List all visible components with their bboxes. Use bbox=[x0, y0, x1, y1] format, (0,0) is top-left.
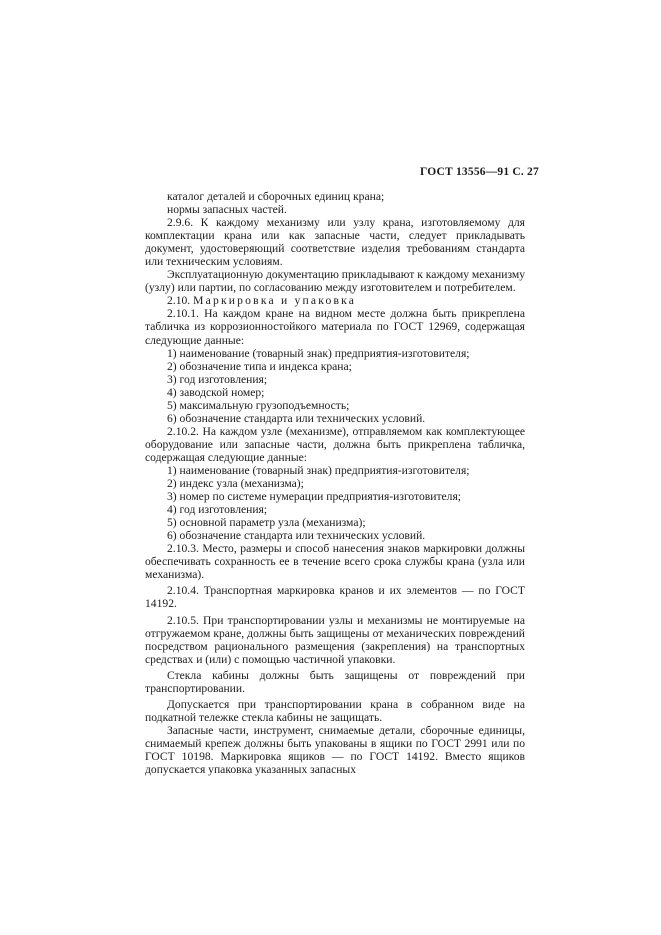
paragraph: 2.10.4. Транспортная маркировка кранов и их элементов — по ГОСТ 14192. bbox=[145, 584, 525, 611]
paragraph: 2.10.3. Место, размеры и способ нанесения знаков маркировки должны обеспечивать сохранность ее в течение всего срока службы крана (узла или механизма). bbox=[145, 542, 525, 582]
list-item: 3) год изготовления; bbox=[167, 372, 268, 386]
list-item: 2) обозначение типа и индекса крана; bbox=[167, 359, 352, 373]
paragraph: Стекла кабины должны быть защищены от повреждений при транспортировании. bbox=[145, 668, 525, 695]
section-number: 2.10. bbox=[167, 294, 191, 308]
list-item: 2) индекс узла (механизма); bbox=[167, 477, 304, 491]
page-header: ГОСТ 13556—91 С. 27 bbox=[420, 166, 539, 178]
list-item: 3) номер по системе нумерации предприятия-изготовителя; bbox=[167, 490, 462, 504]
paragraph: Допускается при транспортировании крана в собранном виде на подкатной тележке стекла кабины не защищать. bbox=[145, 697, 525, 724]
list-item: 5) основной параметр узла (механизма); bbox=[167, 516, 366, 530]
list-item: 4) год изготовления; bbox=[167, 503, 268, 517]
list-item: 1) наименование (товарный знак) предприятия-изготовителя; bbox=[167, 463, 470, 477]
document-body bbox=[145, 190, 525, 776]
paragraph: 2.10.2. На каждом узле (механизме), отправляемом как комплектующее оборудование или запасные части, должна быть прикреплена табличка, содержащая следующие данные: bbox=[145, 424, 525, 464]
list-item: 1) наименование (товарный знак) предприятия-изготовителя; bbox=[167, 346, 470, 360]
section-title: Маркировка и упаковка bbox=[193, 294, 357, 308]
paragraph: 2.10.5. При транспортировании узлы и механизмы не монтируемые на отгружаемом кране, должны быть защищены от механических повреждений посредством рационального размещения (закрепления) на транспортных средствах и (или) с помощью частичной упаковки. bbox=[145, 613, 525, 666]
list-item: 6) обозначение стандарта или технических условий. bbox=[167, 529, 426, 543]
list-item: 4) заводской номер; bbox=[167, 385, 265, 399]
list-item: 6) обозначение стандарта или технических условий. bbox=[167, 411, 426, 425]
paragraph: каталог деталей и сборочных единиц крана; bbox=[167, 190, 385, 203]
paragraph: Запасные части, инструмент, снимаемые детали, сборочные единицы, снимаемый крепеж должны быть упакованы в ящики по ГОСТ 2991 или по ГОСТ 10198. Маркировка ящиков — по ГОСТ 14192. Вместо ящиков допускается упаковка указанных запасных bbox=[145, 723, 525, 777]
paragraph: 2.9.6. К каждому механизму или узлу крана, изготовляемому для комплектации крана или как запасные части, следует прикладывать документ, удостоверяющий соответствие изделия требованиям стандарта или техническим условиям. bbox=[145, 216, 525, 269]
list-item: 5) максимальную грузоподъемность; bbox=[167, 398, 350, 412]
section-heading bbox=[145, 294, 525, 307]
paragraph: нормы запасных частей. bbox=[167, 203, 287, 217]
paragraph: 2.10.1. На каждом кране на видном месте должна быть прикреплена табличка из коррозионностойкого материала по ГОСТ 12969, содержащая следующие данные: bbox=[145, 307, 525, 347]
paragraph: Эксплуатационную документацию прикладывают к каждому механизму (узлу) или партии, по согласованию между изготовителем и потребителем. bbox=[145, 268, 525, 295]
